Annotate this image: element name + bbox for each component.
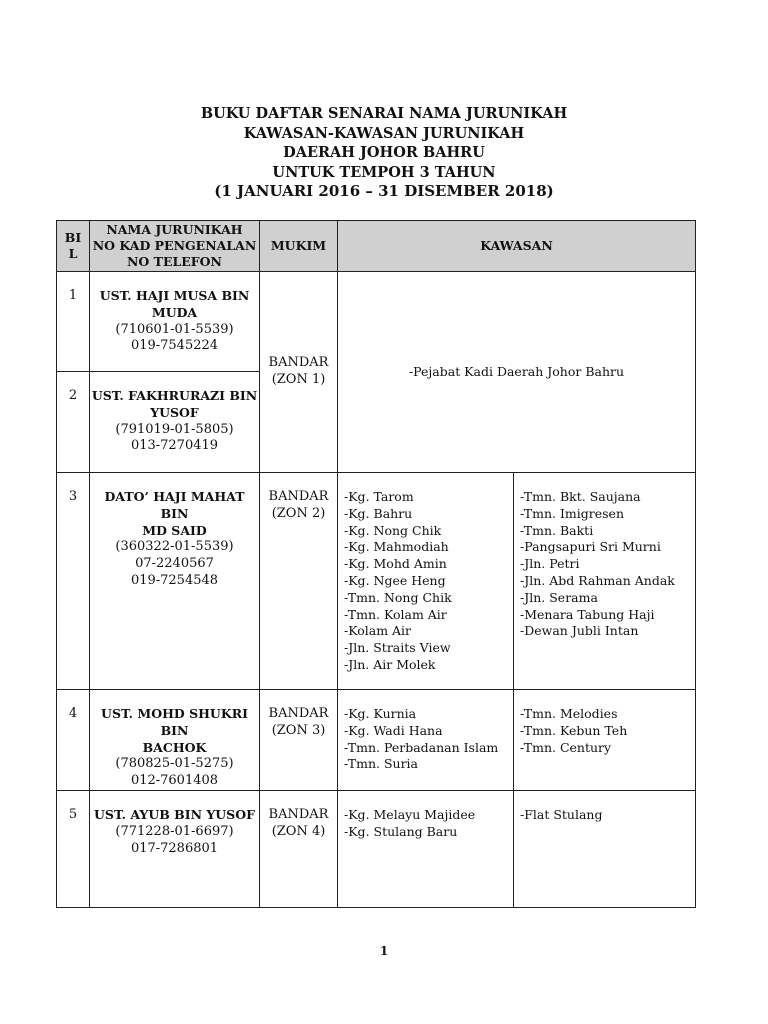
ic-number: (710601-01-5539): [115, 321, 234, 337]
kawasan-item: -Tmn. Century: [520, 739, 612, 755]
title-line-1: BUKU DAFTAR SENARAI NAMA JURUNIKAH: [200, 105, 568, 122]
kawasan-list-b: [514, 690, 696, 791]
kawasan-item: -Kg. Tarom: [344, 489, 414, 504]
kawasan-list-b: [514, 791, 696, 908]
kawasan-list-b: [514, 473, 696, 690]
kawasan-item: -Tmn. Suria: [344, 756, 419, 772]
jurunikah-cell: [90, 791, 260, 908]
header-bil: BI L: [57, 221, 90, 272]
table-row: [57, 473, 696, 690]
jurunikah-table: [56, 220, 696, 908]
kawasan-item: -Flat Stulang: [520, 807, 603, 822]
kawasan-cell: [338, 272, 696, 473]
kawasan-item: -Kolam Air: [344, 623, 412, 639]
jurunikah-name: MD SAID: [142, 522, 207, 538]
table-header-row: [57, 221, 696, 272]
mukim-cell: BANDAR (ZON 4): [260, 791, 338, 908]
kawasan-item: -Jln. Straits View: [344, 640, 451, 656]
mukim-cell: BANDAR (ZON 2): [260, 473, 338, 690]
jurunikah-name: YUSOF: [150, 404, 199, 420]
title-line-2: KAWASAN-KAWASAN JURUNIKAH: [243, 124, 525, 142]
ic-number: (780825-01-5275): [115, 756, 234, 772]
kawasan-list-a: [338, 791, 514, 908]
phone-number: 012-7601408: [130, 773, 219, 789]
kawasan-item: -Kg. Kurnia: [344, 706, 417, 721]
jurunikah-name: UST. AYUB BIN YUSOF: [94, 807, 255, 822]
table-row: [57, 272, 696, 372]
kawasan-item: -Tmn. Kebun Teh: [520, 722, 628, 738]
phone-number: 017-7286801: [130, 840, 219, 856]
kawasan-item: -Menara Tabung Haji: [520, 606, 655, 622]
jurunikah-cell: [90, 690, 260, 791]
kawasan-item: -Kg. Bahru: [344, 505, 413, 521]
kawasan-item: -Jln. Petri: [520, 556, 580, 572]
kawasan-item: -Tmn. Imigresen: [520, 505, 624, 521]
jurunikah-name: UST. FAKHRURAZI BIN: [91, 388, 258, 403]
kawasan-item: -Pejabat Kadi Daerah Johor Bahru: [408, 363, 625, 379]
page-number: 1: [379, 944, 389, 958]
document-title: [0, 104, 768, 202]
jurunikah-cell: [90, 372, 260, 473]
jurunikah-cell: [90, 473, 260, 690]
title-line-5: (1 JANUARI 2016 – 31 DISEMBER 2018): [214, 182, 554, 200]
table-row: [57, 690, 696, 791]
mukim-cell: BANDAR (ZON 3): [260, 690, 338, 791]
kawasan-item: -Jln. Air Molek: [344, 656, 436, 672]
kawasan-item: -Tmn. Perbadanan Islam: [344, 739, 499, 755]
kawasan-item: -Jln. Abd Rahman Andak: [520, 572, 675, 588]
mukim-cell: BANDAR (ZON 1): [260, 272, 338, 473]
row-number: 5: [57, 791, 90, 908]
kawasan-item: -Tmn. Nong Chik: [344, 589, 452, 605]
header-nama: NAMA JURUNIKAH NO KAD PENGENALAN NO TELEFON: [90, 221, 260, 272]
jurunikah-name: MUDA: [151, 304, 198, 320]
ic-number: (771228-01-6697): [115, 823, 234, 839]
kawasan-item: -Pangsapuri Sri Murni: [520, 539, 661, 555]
kawasan-item: -Jln. Serama: [520, 589, 598, 605]
header-kawasan: KAWASAN: [338, 221, 696, 272]
jurunikah-name: DATO’ HAJI MAHAT BIN: [104, 489, 245, 521]
jurunikah-name: BACHOK: [142, 739, 207, 755]
phone-number: 07-2240567: [135, 556, 214, 572]
jurunikah-cell: [90, 272, 260, 372]
kawasan-item: -Tmn. Bakti: [520, 522, 594, 538]
title-line-4: UNTUK TEMPOH 3 TAHUN: [272, 163, 496, 181]
kawasan-item: -Kg. Wadi Hana: [344, 722, 443, 738]
kawasan-list-a: [338, 690, 514, 791]
title-line-3: DAERAH JOHOR BAHRU: [283, 144, 485, 161]
phone-number: 019-7545224: [130, 338, 219, 354]
ic-number: (791019-01-5805): [115, 421, 234, 437]
kawasan-item: -Tmn. Bkt. Saujana: [520, 489, 641, 504]
kawasan-item: -Tmn. Kolam Air: [344, 606, 447, 622]
ic-number: (360322-01-5539): [115, 539, 234, 555]
kawasan-item: -Kg. Nong Chik: [344, 522, 442, 538]
phone-number: 013-7270419: [130, 438, 219, 454]
jurunikah-name: UST. MOHD SHUKRI BIN: [101, 706, 248, 738]
kawasan-item: -Tmn. Melodies: [520, 706, 618, 721]
kawasan-item: -Kg. Ngee Heng: [344, 572, 446, 588]
row-number: 3: [57, 473, 90, 690]
jurunikah-name: UST. HAJI MUSA BIN: [99, 288, 250, 303]
kawasan-item: -Kg. Stulang Baru: [344, 823, 458, 839]
table-row: [57, 791, 696, 908]
row-number: 4: [57, 690, 90, 791]
kawasan-item: -Kg. Melayu Majidee: [344, 807, 476, 822]
row-number: 2: [57, 372, 90, 473]
kawasan-item: -Dewan Jubli Intan: [520, 623, 639, 639]
kawasan-item: -Kg. Mohd Amin: [344, 556, 447, 572]
phone-number: 019-7254548: [130, 572, 219, 588]
kawasan-list-a: [338, 473, 514, 690]
header-mukim: MUKIM: [260, 221, 338, 272]
kawasan-item: -Kg. Mahmodiah: [344, 539, 449, 555]
row-number: 1: [57, 272, 90, 372]
